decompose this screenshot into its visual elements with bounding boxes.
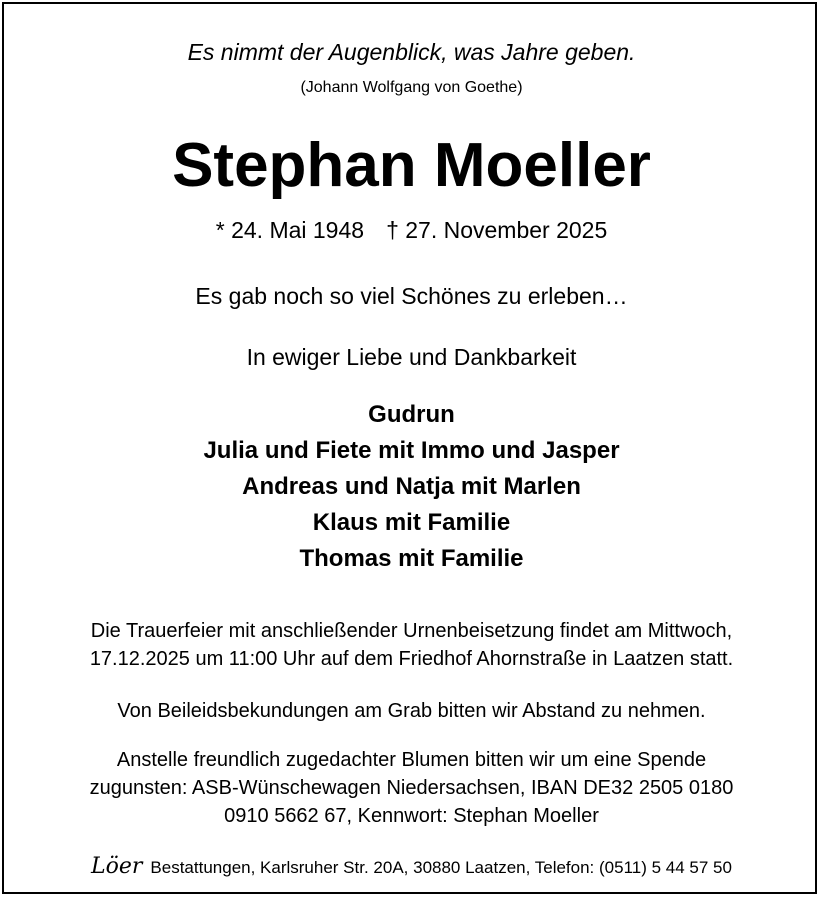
deceased-name: Stephan Moeller — [172, 131, 651, 200]
mourner-item: Andreas und Natja mit Marlen — [242, 473, 581, 500]
death-date: † 27. November 2025 — [386, 217, 608, 243]
donation-info-line: zugunsten: ASB-Wünschewagen Niedersachsen, IBAN DE32 2505 0180 — [89, 777, 734, 799]
birth-date: * 24. Mai 1948 — [215, 217, 365, 243]
memorial-phrase: Es gab noch so viel Schönes zu erleben… — [195, 283, 628, 309]
funeral-info-line: 17.12.2025 um 11:00 Uhr auf dem Friedhof Ahornstraße in Laatzen statt. — [89, 648, 734, 670]
donation-info-line: 0910 5662 67, Kennwort: Stephan Moeller — [224, 805, 599, 827]
mourner-item: Gudrun — [368, 401, 455, 428]
quote-author: (Johann Wolfgang von Goethe) — [300, 79, 523, 96]
quote: Es nimmt der Augenblick, was Jahre geben. — [187, 39, 636, 65]
mourner-item: Thomas mit Familie — [299, 545, 524, 572]
funeral-home-logo: Löer — [91, 854, 143, 879]
funeral-home-contact: Bestattungen, Karlsruher Str. 20A, 30880 Laatzen, Telefon: (0511) 5 44 57 50 — [150, 858, 732, 877]
funeral-home-footer — [0, 852, 823, 884]
donation-info-line: Anstelle freundlich zugedachter Blumen bitten wir um eine Spende — [116, 749, 707, 771]
mourner-item: Klaus mit Familie — [312, 509, 511, 536]
dedication: In ewiger Liebe und Dankbarkeit — [246, 344, 577, 370]
mourner-item: Julia und Fiete mit Immo und Jasper — [203, 437, 620, 464]
donation-info — [20, 746, 803, 830]
funeral-info-line: Die Trauerfeier mit anschließender Urnenbeisetzung findet am Mittwoch, — [90, 620, 733, 642]
condolence-note-text: Von Beileidsbekundungen am Grab bitten wir Abstand zu nehmen. — [117, 700, 706, 722]
mourners-list — [0, 397, 823, 577]
funeral-info — [20, 617, 803, 673]
condolence-note — [20, 697, 803, 725]
life-dates — [0, 214, 823, 246]
